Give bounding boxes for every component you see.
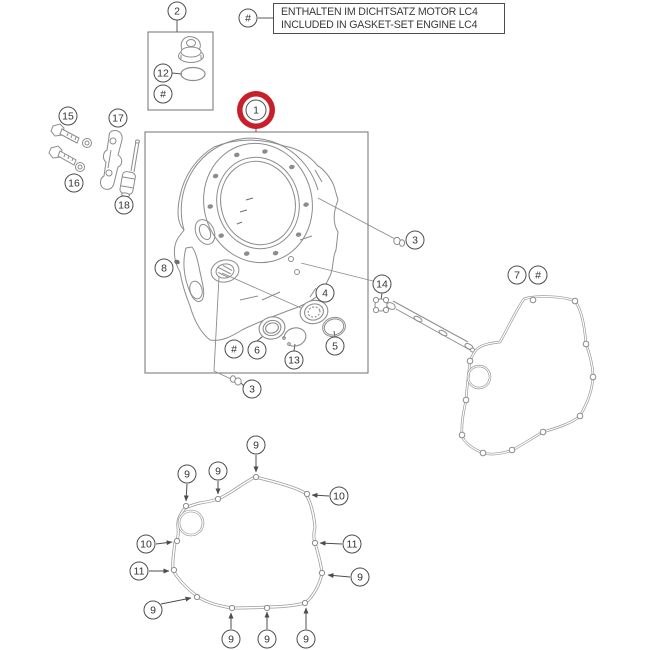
- callout-label: 5: [332, 340, 338, 352]
- callout-9[interactable]: [209, 462, 228, 481]
- callout-12[interactable]: [154, 64, 173, 83]
- callout-label: 9: [303, 633, 309, 645]
- callout-label: #: [245, 12, 251, 24]
- callout-9[interactable]: [351, 568, 370, 587]
- callout-7[interactable]: [508, 266, 527, 285]
- callout-label: 11: [133, 565, 145, 577]
- callout-label: 3: [412, 234, 418, 246]
- callout-9[interactable]: [258, 630, 277, 649]
- callout-9[interactable]: [297, 630, 316, 649]
- callout-2[interactable]: [168, 2, 187, 21]
- callout-label: 9: [184, 468, 190, 480]
- o-ring-12-drawing: [181, 68, 205, 81]
- callout-14[interactable]: [373, 275, 392, 294]
- callout-label: #: [535, 269, 541, 281]
- nuts-16-drawing: [76, 139, 92, 172]
- callout-label: 3: [249, 383, 255, 395]
- callout-label: 9: [253, 439, 259, 451]
- vent-18-drawing: [119, 140, 140, 198]
- callout-label: #: [160, 88, 166, 100]
- callout-label: 6: [254, 344, 260, 356]
- plug-3-bottom-drawing: [230, 376, 241, 385]
- callout-label: 10: [140, 538, 152, 550]
- callout-6[interactable]: [248, 341, 267, 360]
- callout-label: 9: [150, 604, 156, 616]
- callout-label: 16: [68, 177, 80, 189]
- callout-11[interactable]: [343, 535, 362, 554]
- callout-16[interactable]: [65, 174, 84, 193]
- callout-9[interactable]: [178, 465, 197, 484]
- callout-label: 9: [215, 465, 221, 477]
- callout-label: 1: [253, 104, 259, 116]
- note-line-en: INCLUDED IN GASKET-SET ENGINE LC4: [281, 18, 478, 31]
- plug-8-drawing: [174, 259, 181, 265]
- callout-1[interactable]: [246, 100, 267, 121]
- callout-9[interactable]: [222, 630, 241, 649]
- callout-label: #: [231, 343, 237, 355]
- push-rod-14-drawing: [373, 297, 474, 352]
- callout-10[interactable]: [137, 535, 156, 554]
- callout-label: 13: [288, 354, 300, 366]
- callout-15[interactable]: [59, 107, 78, 126]
- callout-label: 8: [161, 262, 167, 274]
- callout-label: 15: [62, 110, 74, 122]
- callout-9[interactable]: [247, 436, 266, 455]
- callout-label: 7: [514, 269, 520, 281]
- clutch-cover-gasket-drawing: [171, 474, 324, 610]
- callout-label: 9: [228, 633, 234, 645]
- gasket-set-note-box: [273, 3, 505, 34]
- callout-5[interactable]: [326, 337, 345, 356]
- callout-label: 10: [333, 490, 345, 502]
- note-line-de: ENTHALTEN IM DICHTSATZ MOTOR LC4: [281, 5, 478, 18]
- callout-hash[interactable]: [529, 266, 548, 285]
- callout-hash[interactable]: [239, 9, 258, 28]
- callout-11[interactable]: [130, 562, 149, 581]
- callout-13[interactable]: [285, 351, 304, 370]
- callout-label: 18: [118, 199, 130, 211]
- callout-8[interactable]: [155, 259, 174, 278]
- callout-hash[interactable]: [225, 340, 244, 359]
- callout-9[interactable]: [144, 601, 163, 620]
- bolts-15-drawing: [49, 124, 79, 165]
- callout-label: 2: [174, 5, 180, 17]
- callout-label: 12: [157, 67, 169, 79]
- callout-label: 4: [322, 287, 328, 299]
- callout-10[interactable]: [330, 487, 349, 506]
- callout-4[interactable]: [316, 284, 335, 303]
- callout-label: 11: [346, 538, 358, 550]
- filler-cap-drawing: [179, 37, 204, 63]
- callout-label: 9: [357, 571, 363, 583]
- engine-gasket-7-drawing: [459, 297, 596, 456]
- callout-17[interactable]: [109, 109, 128, 128]
- callout-label: 17: [112, 112, 124, 124]
- callout-3[interactable]: [243, 380, 262, 399]
- callout-3[interactable]: [406, 231, 425, 250]
- plug-3-top-drawing: [394, 237, 405, 246]
- callout-label: 14: [376, 278, 388, 290]
- callout-label: 9: [264, 633, 270, 645]
- bracket-17-drawing: [100, 130, 122, 189]
- callout-hash[interactable]: [154, 85, 173, 104]
- callout-18[interactable]: [115, 196, 134, 215]
